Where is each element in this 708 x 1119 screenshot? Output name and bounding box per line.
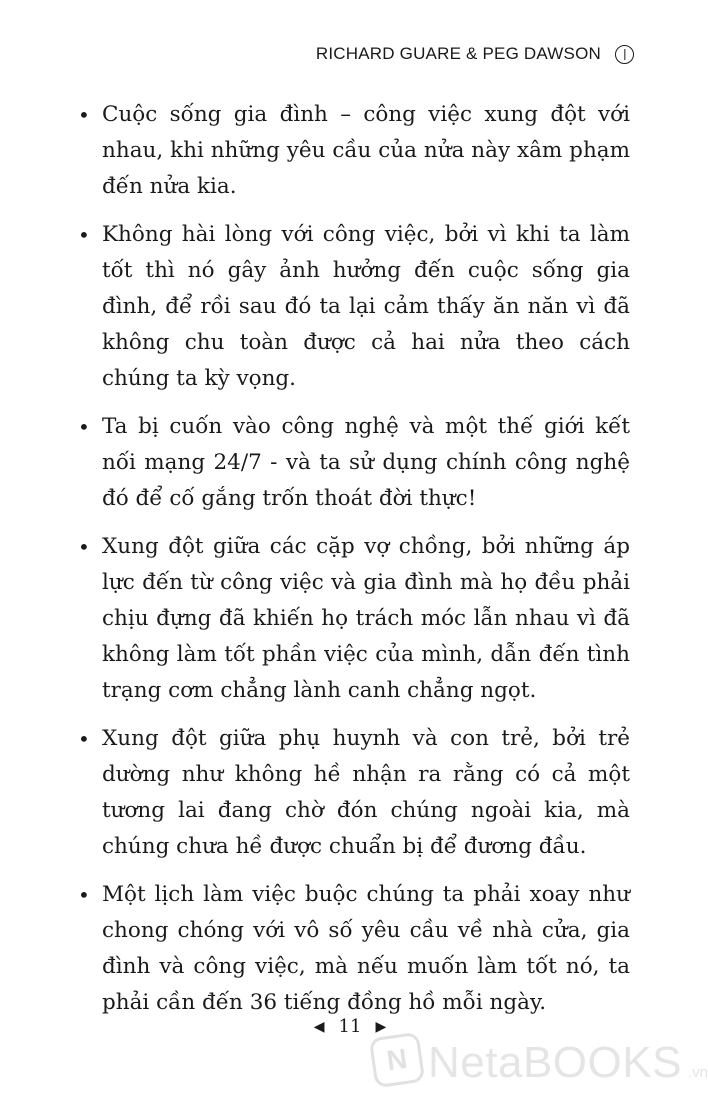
bullet-item-3: [78, 409, 630, 517]
bullet-text-4: Xung đột giữa các cặp vợ chồng, bởi những áp lực đến từ công việc và gia đình mà họ đều phải chịu đựng đã khiến họ trách móc lẫn nhau vì đã không làm tốt phần việc của mình, dẫn đến tình trạng cơm chẳng lành canh chẳng ngọt.: [102, 534, 630, 703]
bullet-dot-icon: •: [78, 415, 90, 439]
watermark-suffix: .vn: [687, 1064, 708, 1081]
bullet-item-1: [78, 97, 630, 205]
bullet-list: [78, 97, 630, 1033]
bullet-dot-icon: •: [78, 535, 90, 559]
bullet-text-2: Không hài lòng với công việc, bởi vì khi ta làm tốt thì nó gây ảnh hưởng đến cuộc sống gia đình, để rồi sau đó ta lại cảm thấy ăn năn vì đã không chu toàn được cả hai nửa theo cách chúng ta kỳ vọng.: [102, 222, 630, 391]
bullet-item-5: [78, 721, 630, 865]
bullet-text-1: Cuộc sống gia đình – công việc xung đột với nhau, khi những yêu cầu của nửa này xâm phạm đến nửa kia.: [102, 102, 630, 199]
page-footer: [0, 1016, 700, 1037]
bullet-text-6: Một lịch làm việc buộc chúng ta phải xoay như chong chóng với vô số yêu cầu về nhà cửa, gia đình và công việc, mà nếu muốn làm tốt nó, ta phải cần đến 36 tiếng đồng hồ mỗi ngày.: [102, 882, 630, 1015]
bullet-dot-icon: •: [78, 103, 90, 127]
running-header: [316, 44, 634, 64]
prev-page-arrow-icon[interactable]: ◀: [313, 1018, 325, 1035]
watermark: [372, 1035, 708, 1085]
chapter-marker-icon: [615, 45, 634, 64]
bullet-dot-icon: •: [78, 223, 90, 247]
bullet-item-6: [78, 877, 630, 1021]
page-number: 11: [338, 1016, 362, 1037]
watermark-logo-icon: N: [369, 1032, 425, 1088]
bullet-item-2: [78, 217, 630, 397]
bullet-item-4: [78, 529, 630, 709]
bullet-text-3: Ta bị cuốn vào công nghệ và một thế giới kết nối mạng 24/7 - và ta sử dụng chính công nghệ đó để cố gắng trốn thoát đời thực!: [102, 414, 630, 511]
next-page-arrow-icon[interactable]: ▶: [375, 1018, 387, 1035]
bullet-dot-icon: •: [78, 883, 90, 907]
bullet-dot-icon: •: [78, 727, 90, 751]
bullet-text-5: Xung đột giữa phụ huynh và con trẻ, bởi trẻ dường như không hề nhận ra rằng có cả một tương lai đang chờ đón chúng ngoài kia, mà chúng chưa hề được chuẩn bị để đương đầu.: [102, 726, 630, 859]
watermark-text: NetaBOOKS: [428, 1038, 682, 1087]
header-author: RICHARD GUARE & PEG DAWSON: [315, 44, 601, 63]
